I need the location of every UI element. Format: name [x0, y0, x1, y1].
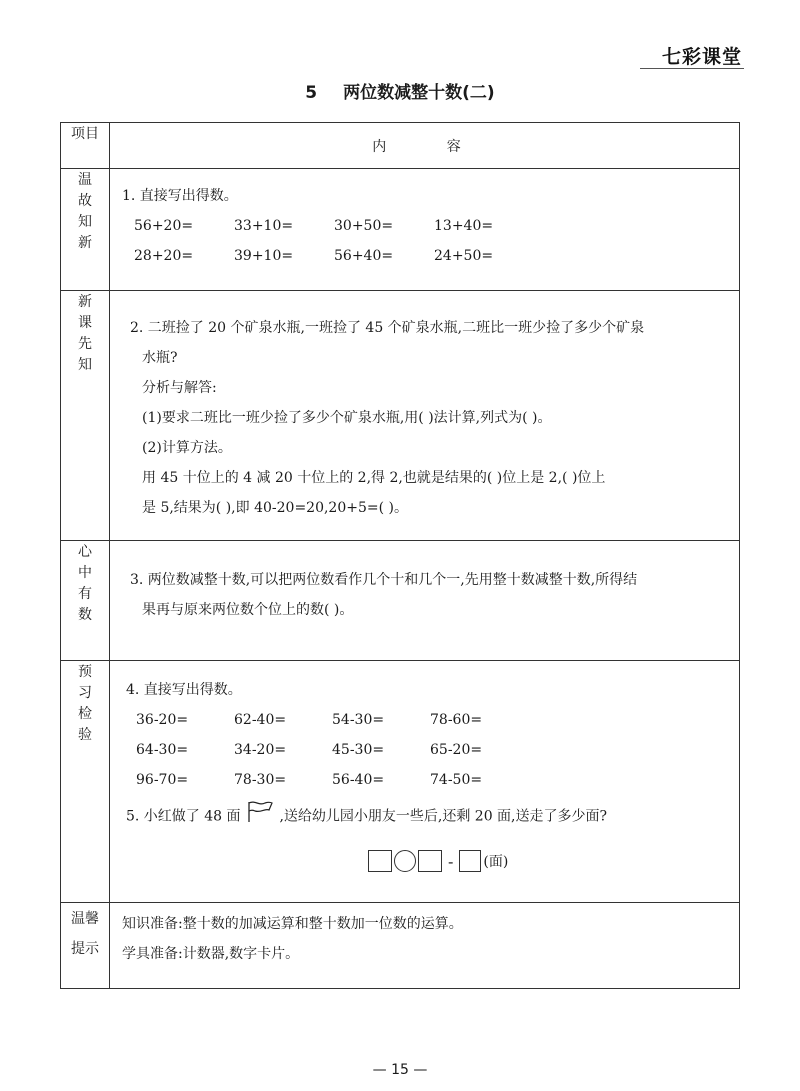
- q4-item: 36-20=: [136, 712, 189, 728]
- q1-item: 56+20=: [134, 218, 194, 234]
- header-item-cell: 项目: [61, 123, 110, 169]
- section-row-review: [61, 169, 740, 291]
- q1-title: 1. 直接写出得数。: [122, 188, 238, 204]
- q1-item: 28+20=: [134, 248, 194, 264]
- brand-underline: [640, 68, 744, 69]
- answer-box-3[interactable]: [459, 850, 481, 872]
- minus-sign: -: [448, 851, 454, 871]
- q4-row-2: [126, 735, 739, 765]
- q4-item: 96-70=: [136, 772, 189, 788]
- worksheet-table: [60, 122, 740, 989]
- q4-item: 34-20=: [234, 742, 287, 758]
- unit-label: (面): [483, 854, 509, 870]
- section-label-check: [61, 661, 110, 903]
- page-title: [0, 78, 800, 103]
- lesson-title: 两位数减整十数(二): [343, 83, 495, 103]
- section-label-text: 心中有数: [78, 544, 92, 623]
- q4-item: 74-50=: [430, 772, 483, 788]
- header-content-cell: 内 容: [110, 123, 740, 169]
- q1-row-2: [122, 241, 739, 271]
- q2-line-6: 用 45 十位上的 4 减 20 十位上的 2,得 2,也就是结果的( )位上是 2,( )位上: [142, 470, 606, 486]
- q3-line-2: 果再与原来两位数个位上的数( )。: [142, 602, 354, 618]
- q4-item: 54-30=: [332, 712, 385, 728]
- q1-item: 24+50=: [434, 248, 494, 264]
- q2-line-4: (1)要求二班比一班少捡了多少个矿泉水瓶,用( )法计算,列式为( )。: [142, 410, 552, 426]
- q4-item: 65-20=: [430, 742, 483, 758]
- lesson-number: 5: [305, 83, 318, 103]
- section-label-text: 预习检验: [78, 664, 92, 743]
- section-label-review: [61, 169, 110, 291]
- header-row: [61, 123, 740, 169]
- section-content-preview: [110, 291, 740, 541]
- flag-icon: [245, 799, 275, 834]
- section-label-text: 新课先知: [78, 294, 92, 373]
- q4-item: 56-40=: [332, 772, 385, 788]
- q1-row-1: [122, 211, 739, 241]
- tips-content: [110, 903, 740, 989]
- q1-item: 33+10=: [234, 218, 294, 234]
- tips-label: [61, 903, 110, 989]
- section-label-text: 温故知新: [78, 172, 92, 251]
- q4-item: 78-60=: [430, 712, 483, 728]
- answer-box-1[interactable]: [368, 850, 392, 872]
- q5-question: [126, 799, 739, 834]
- q4-item: 62-40=: [234, 712, 287, 728]
- q1-item: 39+10=: [234, 248, 294, 264]
- tips-line-2: 学具准备:计数器,数字卡片。: [122, 946, 300, 962]
- answer-equation: [126, 844, 739, 878]
- section-content-review: [110, 169, 740, 291]
- q1-item: 56+40=: [334, 248, 394, 264]
- q2-line-7: 是 5,结果为( ),即 40-20=20,20+5=( )。: [142, 500, 408, 516]
- tips-line-1: 知识准备:整十数的加减运算和整十数加一位数的运算。: [122, 916, 463, 932]
- q4-item: 45-30=: [332, 742, 385, 758]
- section-label-summary: [61, 541, 110, 661]
- q2-line-5: (2)计算方法。: [142, 440, 232, 456]
- page-number: — 15 —: [372, 1062, 428, 1078]
- q3-line-1: 3. 两位数减整十数,可以把两位数看作几个十和几个一,先用整十数减整十数,所得结: [130, 572, 638, 588]
- q5-text-before: 5. 小红做了 48 面: [126, 808, 241, 825]
- answer-box-2[interactable]: [418, 850, 442, 872]
- section-row-summary: [61, 541, 740, 661]
- q2-line-3: 分析与解答:: [142, 380, 217, 396]
- q4-row-3: [126, 765, 739, 795]
- section-content-summary: [110, 541, 740, 661]
- q2-line-1: 2. 二班捡了 20 个矿泉水瓶,一班捡了 45 个矿泉水瓶,二班比一班少捡了多少个矿泉: [130, 320, 645, 336]
- q4-title: 4. 直接写出得数。: [126, 682, 242, 698]
- section-row-check: [61, 661, 740, 903]
- section-label-preview: [61, 291, 110, 541]
- q4-item: 78-30=: [234, 772, 287, 788]
- q4-item: 64-30=: [136, 742, 189, 758]
- section-row-preview: [61, 291, 740, 541]
- brand-logo: 七彩课堂: [661, 46, 742, 68]
- q4-row-1: [126, 705, 739, 735]
- q2-line-2: 水瓶?: [142, 350, 178, 366]
- q1-item: 13+40=: [434, 218, 494, 234]
- q1-item: 30+50=: [334, 218, 394, 234]
- tips-row: [61, 903, 740, 989]
- tips-label-text: 温馨提示: [71, 911, 99, 957]
- section-content-check: [110, 661, 740, 903]
- operator-circle[interactable]: [394, 850, 416, 872]
- q5-text-after: ,送给幼儿园小朋友一些后,还剩 20 面,送走了多少面?: [279, 808, 608, 825]
